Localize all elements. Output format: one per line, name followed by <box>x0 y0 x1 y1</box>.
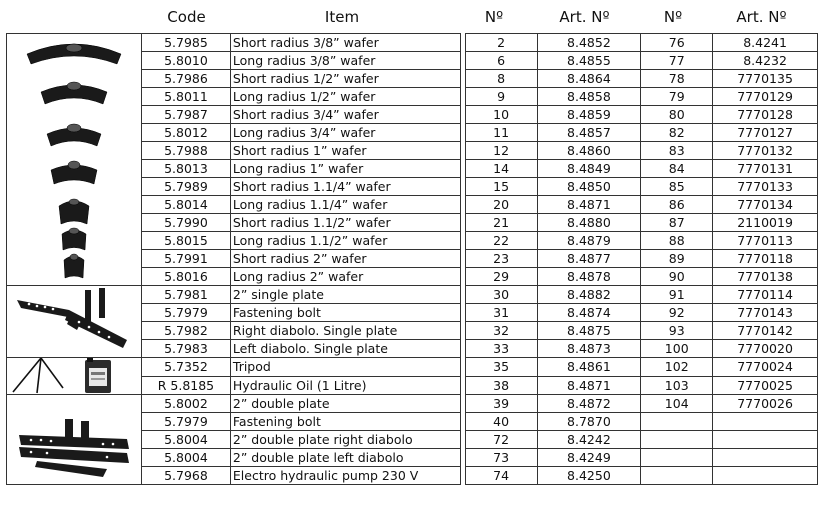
num2-cell: 82 <box>641 124 713 142</box>
art-cell: 8.4871 <box>537 376 641 395</box>
art-cell: 8.4860 <box>537 142 641 160</box>
parts-table <box>6 33 818 485</box>
item-cell: Fastening bolt <box>230 304 460 322</box>
product-image-cell <box>7 286 142 358</box>
num2-cell: 102 <box>641 358 713 377</box>
num-cell: 38 <box>465 376 537 395</box>
art2-cell: 7770135 <box>713 70 818 88</box>
art2-cell: 7770134 <box>713 196 818 214</box>
art-cell: 8.4858 <box>537 88 641 106</box>
art-cell: 8.4242 <box>537 431 641 449</box>
art-cell: 8.4852 <box>537 34 641 52</box>
art-cell: 8.4250 <box>537 467 641 485</box>
code-cell: 5.8014 <box>142 196 231 214</box>
art-cell: 8.4875 <box>537 322 641 340</box>
num-cell: 9 <box>465 88 537 106</box>
art-cell: 8.7870 <box>537 413 641 431</box>
item-cell: Tripod <box>230 358 460 377</box>
num-cell: 12 <box>465 142 537 160</box>
art-cell: 8.4879 <box>537 232 641 250</box>
code-cell: R 5.8185 <box>142 376 231 395</box>
code-cell: 5.7979 <box>142 413 231 431</box>
art-cell: 8.4877 <box>537 250 641 268</box>
art-cell: 8.4880 <box>537 214 641 232</box>
table-row <box>7 358 818 377</box>
tripod-and-oil-icon <box>7 358 141 394</box>
num2-cell <box>641 431 713 449</box>
single-plate-icon <box>7 286 141 357</box>
product-image-cell <box>7 34 142 286</box>
num2-cell: 78 <box>641 70 713 88</box>
code-cell: 5.8016 <box>142 268 231 286</box>
code-cell: 5.7968 <box>142 467 231 485</box>
item-cell: Short radius 1.1/4” wafer <box>230 178 460 196</box>
item-cell: Left diabolo. Single plate <box>230 340 460 358</box>
num-cell: 8 <box>465 70 537 88</box>
code-cell: 5.8010 <box>142 52 231 70</box>
num2-cell: 104 <box>641 395 713 413</box>
item-cell: Long radius 1.1/4” wafer <box>230 196 460 214</box>
num-cell: 35 <box>465 358 537 377</box>
art2-cell: 7770118 <box>713 250 818 268</box>
num2-cell: 84 <box>641 160 713 178</box>
num2-cell <box>641 413 713 431</box>
item-cell: Fastening bolt <box>230 413 460 431</box>
header-code: Code <box>167 8 206 26</box>
num-cell: 30 <box>465 286 537 304</box>
num-cell: 22 <box>465 232 537 250</box>
art-cell: 8.4850 <box>537 178 641 196</box>
art-cell: 8.4861 <box>537 358 641 377</box>
item-cell: Short radius 3/8” wafer <box>230 34 460 52</box>
art2-cell: 7770114 <box>713 286 818 304</box>
art-cell: 8.4878 <box>537 268 641 286</box>
art2-cell: 7770132 <box>713 142 818 160</box>
num-cell: 39 <box>465 395 537 413</box>
code-cell: 5.7991 <box>142 250 231 268</box>
art-cell: 8.4864 <box>537 70 641 88</box>
num-cell: 14 <box>465 160 537 178</box>
num2-cell: 85 <box>641 178 713 196</box>
item-cell: Right diabolo. Single plate <box>230 322 460 340</box>
header-item: Item <box>324 8 360 26</box>
art2-cell: 7770128 <box>713 106 818 124</box>
code-cell: 5.7352 <box>142 358 231 377</box>
num2-cell: 88 <box>641 232 713 250</box>
art-cell: 8.4849 <box>537 160 641 178</box>
art-cell: 8.4859 <box>537 106 641 124</box>
art2-cell: 7770024 <box>713 358 818 377</box>
num2-cell: 79 <box>641 88 713 106</box>
code-cell: 5.7989 <box>142 178 231 196</box>
num-cell: 40 <box>465 413 537 431</box>
code-cell: 5.8012 <box>142 124 231 142</box>
code-cell: 5.8002 <box>142 395 231 413</box>
code-cell: 5.8004 <box>142 431 231 449</box>
art2-cell: 7770025 <box>713 376 818 395</box>
code-cell: 5.8013 <box>142 160 231 178</box>
code-cell: 5.7982 <box>142 322 231 340</box>
num-cell: 23 <box>465 250 537 268</box>
art2-cell: 2110019 <box>713 214 818 232</box>
item-cell: Short radius 1” wafer <box>230 142 460 160</box>
num2-cell: 92 <box>641 304 713 322</box>
art2-cell: 7770142 <box>713 322 818 340</box>
num2-cell: 83 <box>641 142 713 160</box>
item-cell: Short radius 1.1/2” wafer <box>230 214 460 232</box>
num-cell: 6 <box>465 52 537 70</box>
num-cell: 15 <box>465 178 537 196</box>
num2-cell <box>641 449 713 467</box>
art2-cell: 7770129 <box>713 88 818 106</box>
num2-cell: 77 <box>641 52 713 70</box>
header-art2: Art. Nº <box>736 8 787 26</box>
num-cell: 32 <box>465 322 537 340</box>
art2-cell: 8.4241 <box>713 34 818 52</box>
code-cell: 5.7988 <box>142 142 231 160</box>
num-cell: 74 <box>465 467 537 485</box>
art-cell: 8.4871 <box>537 196 641 214</box>
table-row <box>7 34 818 52</box>
num2-cell: 76 <box>641 34 713 52</box>
art2-cell: 7770026 <box>713 395 818 413</box>
header-num: Nº <box>484 8 504 26</box>
table-row <box>7 286 818 304</box>
code-cell: 5.7985 <box>142 34 231 52</box>
header-art: Art. Nº <box>559 8 610 26</box>
code-cell: 5.7981 <box>142 286 231 304</box>
art2-cell: 7770113 <box>713 232 818 250</box>
item-cell: 2” single plate <box>230 286 460 304</box>
art2-cell: 8.4232 <box>713 52 818 70</box>
num2-cell: 91 <box>641 286 713 304</box>
art-cell: 8.4249 <box>537 449 641 467</box>
art2-cell: 7770143 <box>713 304 818 322</box>
art2-cell: 7770133 <box>713 178 818 196</box>
art2-cell <box>713 467 818 485</box>
num-cell: 73 <box>465 449 537 467</box>
table-row <box>7 395 818 413</box>
art2-cell <box>713 431 818 449</box>
num2-cell <box>641 467 713 485</box>
art-cell: 8.4882 <box>537 286 641 304</box>
num2-cell: 90 <box>641 268 713 286</box>
num2-cell: 86 <box>641 196 713 214</box>
item-cell: Long radius 1” wafer <box>230 160 460 178</box>
art-cell: 8.4855 <box>537 52 641 70</box>
art2-cell <box>713 413 818 431</box>
item-cell: 2” double plate right diabolo <box>230 431 460 449</box>
num-cell: 21 <box>465 214 537 232</box>
item-cell: 2” double plate left diabolo <box>230 449 460 467</box>
product-image-cell <box>7 358 142 395</box>
code-cell: 5.8004 <box>142 449 231 467</box>
item-cell: Electro hydraulic pump 230 V <box>230 467 460 485</box>
double-plate-icon <box>7 395 141 484</box>
art-cell: 8.4874 <box>537 304 641 322</box>
num2-cell: 80 <box>641 106 713 124</box>
item-cell: Hydraulic Oil (1 Litre) <box>230 376 460 395</box>
num2-cell: 100 <box>641 340 713 358</box>
num-cell: 72 <box>465 431 537 449</box>
code-cell: 5.7979 <box>142 304 231 322</box>
art-cell: 8.4873 <box>537 340 641 358</box>
product-image-cell <box>7 395 142 485</box>
art2-cell: 7770131 <box>713 160 818 178</box>
num-cell: 29 <box>465 268 537 286</box>
code-cell: 5.7987 <box>142 106 231 124</box>
num-cell: 10 <box>465 106 537 124</box>
num2-cell: 87 <box>641 214 713 232</box>
num2-cell: 93 <box>641 322 713 340</box>
art2-cell: 7770127 <box>713 124 818 142</box>
code-cell: 5.7986 <box>142 70 231 88</box>
num-cell: 20 <box>465 196 537 214</box>
num-cell: 31 <box>465 304 537 322</box>
code-cell: 5.8015 <box>142 232 231 250</box>
code-cell: 5.7983 <box>142 340 231 358</box>
num-cell: 11 <box>465 124 537 142</box>
item-cell: Long radius 2” wafer <box>230 268 460 286</box>
item-cell: Long radius 3/4” wafer <box>230 124 460 142</box>
item-cell: Short radius 1/2” wafer <box>230 70 460 88</box>
code-cell: 5.7990 <box>142 214 231 232</box>
item-cell: Long radius 1.1/2” wafer <box>230 232 460 250</box>
art2-cell: 7770138 <box>713 268 818 286</box>
item-cell: 2” double plate <box>230 395 460 413</box>
bending-wafers-icon <box>7 34 141 285</box>
num-cell: 2 <box>465 34 537 52</box>
art2-cell: 7770020 <box>713 340 818 358</box>
num2-cell: 89 <box>641 250 713 268</box>
code-cell: 5.8011 <box>142 88 231 106</box>
num2-cell: 103 <box>641 376 713 395</box>
art2-cell <box>713 449 818 467</box>
art-cell: 8.4857 <box>537 124 641 142</box>
item-cell: Short radius 2” wafer <box>230 250 460 268</box>
num-cell: 33 <box>465 340 537 358</box>
item-cell: Long radius 1/2” wafer <box>230 88 460 106</box>
item-cell: Short radius 3/4” wafer <box>230 106 460 124</box>
item-cell: Long radius 3/8” wafer <box>230 52 460 70</box>
art-cell: 8.4872 <box>537 395 641 413</box>
header-num2: Nº <box>663 8 683 26</box>
